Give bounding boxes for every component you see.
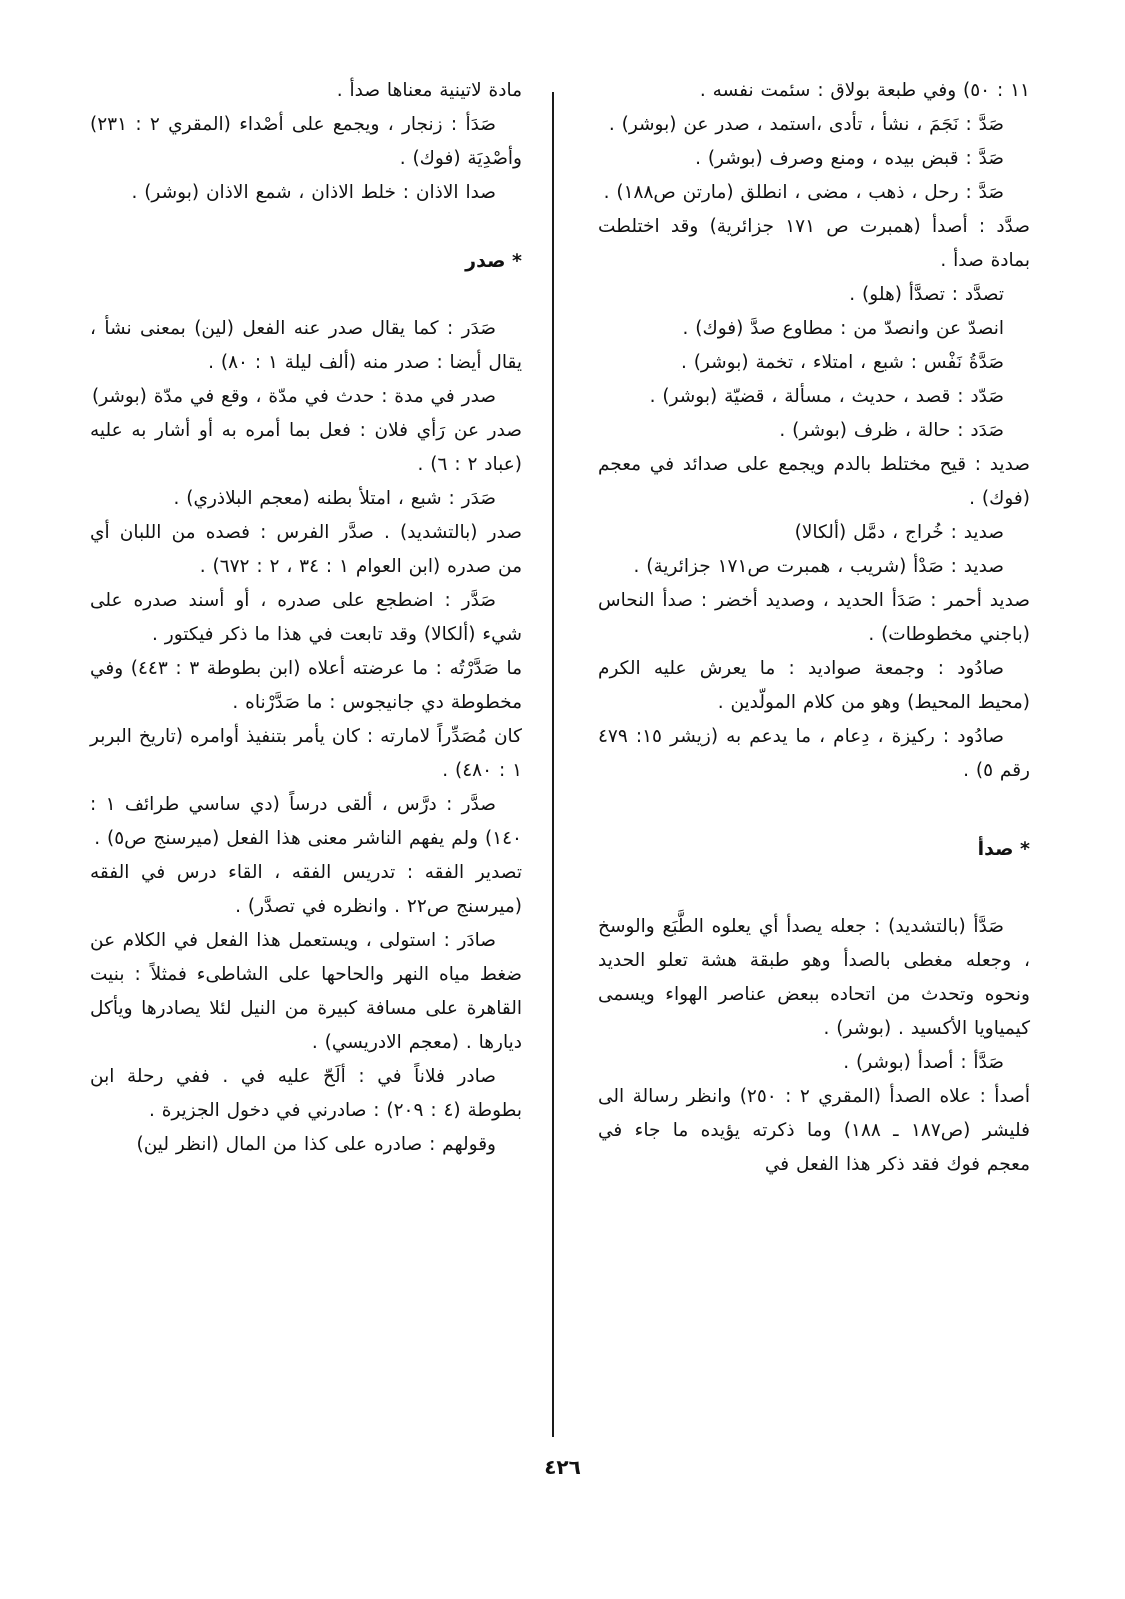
entry: صَدَّةُ نَفْس : شبع ، امتلاء ، تخمة (بوشر) .	[680, 352, 1004, 373]
entry: صَدَّ : قبض بيده ، ومنع وصرف (بوشر) .	[695, 148, 1004, 169]
entry: صَدَر : شبع ، امتلأ بطنه (معجم البلاذري) .	[173, 488, 496, 509]
entry: كان مُصَدِّراً لامارته : كان يأمر بتنفيذ أوامره (تاريخ البربر ١ : ٤٨٠) .	[90, 726, 522, 781]
entry: صدَّد : أصدأ (همبرت ص ١٧١ جزائرية) وقد اختلطت بمادة صدأ .	[598, 216, 1030, 271]
entry: صَدّد : قصد ، حديث ، مسألة ، قضيّة (بوشر) .	[649, 386, 1004, 407]
section-heading: * صدر	[465, 250, 522, 272]
entry: صَدَّر : اضطجع على صدره ، أو أسند صدره على شيء (ألكالا) وقد تابعت في هذا ما ذكر فيكتور .	[90, 590, 522, 645]
entry: صَدَأ : زنجار ، ويجمع على أصْداء (المقري ٢ : ٢٣١) وأصْدِيَة (فوك) .	[90, 114, 522, 169]
entry: صدَّر : درَّس ، ألقى درساً (دي ساسي طرائف ١ : ١٤٠) ولم يفهم الناشر معنى هذا الفعل (ميرسنج ص٥) .	[90, 794, 522, 849]
entry: صادُود : ركيزة ، دِعام ، ما يدعم به (زيشر ١٥: ٤٧٩ رقم ٥) .	[598, 726, 1030, 781]
page-number: ٤٢٦	[544, 1455, 581, 1479]
entry: صديد : قيح مختلط بالدم ويجمع على صدائد في معجم (فوك) .	[598, 454, 1030, 509]
left-column	[90, 74, 522, 1162]
entry: مادة لاتينية معناها صدأ .	[336, 80, 522, 101]
entry: صَدَر : كما يقال صدر عنه الفعل (لين) بمعنى نشأ ، يقال أيضا : صدر منه (ألف ليلة ١ : ٨٠) .	[90, 318, 522, 373]
entry: صَدَّأ : أصدأ (بوشر) .	[843, 1052, 1004, 1073]
section-heading: * صدأ	[977, 838, 1030, 860]
entry: صدا الاذان : خلط الاذان ، شمع الاذان (بوشر) .	[131, 182, 496, 203]
entry: صديد : صَدْأ (شريب ، همبرت ص١٧١ جزائرية) .	[633, 556, 1004, 577]
right-column	[598, 74, 1030, 1182]
entry: صادُود : وجمعة صواديد : ما يعرش عليه الكرم (محيط المحيط) وهو من كلام المولّدين .	[598, 658, 1030, 713]
entry: ١١ : ٥٠) وفي طبعة بولاق : سئمت نفسه .	[699, 80, 1030, 101]
entry: صديد أحمر : صَدَأ الحديد ، وصديد أخضر : صدأ النحاس (باجني مخطوطات) .	[598, 590, 1030, 645]
entry: صادَر : استولى ، ويستعمل هذا الفعل في الكلام عن ضغط مياه النهر والحاحها على الشاطىء فمثلاً : بنيت القاهرة على مسافة كبيرة من النيل لئلا يصادرها ويأكل ديارها . (معجم الادريسي) .	[90, 930, 522, 1053]
entry: صادر فلاناً في : ألَحّ عليه في . ففي رحلة ابن بطوطة (٤ : ٢٠٩) : صادرني في دخول الجزيرة .	[90, 1066, 522, 1121]
entry: صدر (بالتشديد) . صدَّر الفرس : فصده من اللبان أي من صدره (ابن العوام ١ : ٣٤ ، ٢ : ٦٧٢) .	[90, 522, 522, 577]
entry: انصدّ عن وانصدّ من : مطاوع صدَّ (فوك) .	[682, 318, 1004, 339]
entry: صَدَد : حالة ، ظرف (بوشر) .	[779, 420, 1004, 441]
entry: صَدَّ : نَجَمَ ، نشأ ، تأدى ،استمد ، صدر عن (بوشر) .	[608, 114, 1004, 135]
entry: تصدَّد : تصدَّأ (هلو) .	[849, 284, 1004, 305]
entry: صدر في مدة : حدث في مدّة ، وقع في مدّة (بوشر)	[91, 386, 496, 407]
entry: أصدأ : علاه الصدأ (المقري ٢ : ٢٥٠) وانظر رسالة الى فليشر (ص١٨٧ ـ ١٨٨) وما ذكرته يؤيده ما جاء في معجم فوك فقد ذكر هذا الفعل في	[598, 1086, 1030, 1175]
entry: صديد : خُراج ، دمَّل (ألكالا)	[794, 522, 1004, 543]
column-divider	[552, 92, 554, 1437]
entry: وقولهم : صادره على كذا من المال (انظر لين)	[136, 1134, 496, 1155]
entry: صَدَّأ (بالتشديد) : جعله يصدأ أي يعلوه الطَّبَع والوسخ ، وجعله مغطى بالصدأ وهو طبقة هشة تعلو الحديد ونحوه وتحدث من اتحاده ببعض عناصر الهواء ويسمى كيمياويا الأكسيد . (بوشر) .	[598, 916, 1030, 1039]
entry: صَدَّ : رحل ، ذهب ، مضى ، انطلق (مارتن ص١٨٨) .	[603, 182, 1004, 203]
entry: صدر عن رَأي فلان : فعل بما أمره به أو أشار به عليه (عباد ٢ : ٦) .	[90, 420, 522, 475]
entry: ما صَدَّرْتُه : ما عرضته أعلاه (ابن بطوطة ٣ : ٤٤٣) وفي مخطوطة دي جانيجوس : ما صَدَّرْناه .	[90, 658, 522, 713]
entry: تصدير الفقه : تدريس الفقه ، القاء درس في الفقه (ميرسنج ص٢٢ . وانظره في تصدَّر) .	[90, 862, 522, 917]
